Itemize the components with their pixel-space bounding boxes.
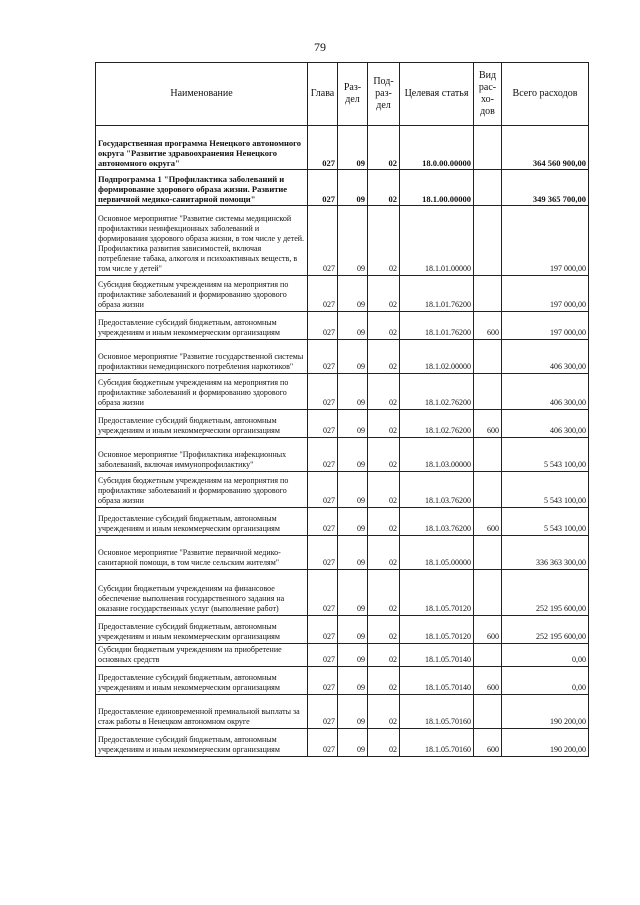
cell-vid xyxy=(474,438,502,472)
cell-vsego: 364 560 900,00 xyxy=(502,126,589,170)
cell-celevaya: 18.1.02.76200 xyxy=(400,410,474,438)
cell-glava: 027 xyxy=(308,438,338,472)
cell-podrazdel: 02 xyxy=(368,438,400,472)
cell-podrazdel: 02 xyxy=(368,206,400,276)
cell-glava: 027 xyxy=(308,472,338,508)
cell-podrazdel: 02 xyxy=(368,170,400,206)
cell-razdel: 09 xyxy=(338,438,368,472)
cell-name: Предоставление субсидий бюджетным, автономным учреждениям и иным некоммерческим организациям xyxy=(96,616,308,644)
header-celevaya: Целевая статья xyxy=(400,63,474,126)
cell-vsego: 190 200,00 xyxy=(502,729,589,757)
cell-vid: 600 xyxy=(474,508,502,536)
cell-celevaya: 18.1.03.00000 xyxy=(400,438,474,472)
table-row xyxy=(96,729,589,757)
cell-razdel: 09 xyxy=(338,729,368,757)
cell-podrazdel: 02 xyxy=(368,374,400,410)
cell-glava: 027 xyxy=(308,340,338,374)
cell-podrazdel: 02 xyxy=(368,126,400,170)
cell-vsego: 252 195 600,00 xyxy=(502,616,589,644)
cell-name: Основное мероприятие "Развитие первичной медико-санитарной помощи, в том числе сельским жителям" xyxy=(96,536,308,570)
cell-vid: 600 xyxy=(474,410,502,438)
cell-glava: 027 xyxy=(308,312,338,340)
cell-name: Основное мероприятие "Развитие системы медицинской профилактики неинфекционных заболеваний и формирования здорового образа жизни, в том числе у детей. Профилактика развития зависимостей, включая потребление табака, алкоголя и психоактивных веществ, в том числе у детей" xyxy=(96,206,308,276)
cell-celevaya: 18.1.05.70140 xyxy=(400,667,474,695)
cell-glava: 027 xyxy=(308,695,338,729)
cell-celevaya: 18.1.05.00000 xyxy=(400,536,474,570)
cell-razdel: 09 xyxy=(338,695,368,729)
cell-vid xyxy=(474,472,502,508)
cell-glava: 027 xyxy=(308,667,338,695)
cell-vid xyxy=(474,126,502,170)
cell-podrazdel: 02 xyxy=(368,472,400,508)
cell-glava: 027 xyxy=(308,206,338,276)
cell-name: Предоставление единовременной премиальной выплаты за стаж работы в Ненецком автономном округе xyxy=(96,695,308,729)
cell-celevaya: 18.0.00.00000 xyxy=(400,126,474,170)
cell-vid xyxy=(474,340,502,374)
table-row xyxy=(96,206,589,276)
cell-razdel: 09 xyxy=(338,472,368,508)
cell-celevaya: 18.1.02.76200 xyxy=(400,374,474,410)
cell-name: Предоставление субсидий бюджетным, автономным учреждениям и иным некоммерческим организациям xyxy=(96,410,308,438)
cell-podrazdel: 02 xyxy=(368,695,400,729)
cell-name: Предоставление субсидий бюджетным, автономным учреждениям и иным некоммерческим организациям xyxy=(96,312,308,340)
cell-vsego: 349 365 700,00 xyxy=(502,170,589,206)
cell-razdel: 09 xyxy=(338,374,368,410)
cell-podrazdel: 02 xyxy=(368,340,400,374)
cell-vid xyxy=(474,536,502,570)
cell-celevaya: 18.1.03.76200 xyxy=(400,508,474,536)
cell-razdel: 09 xyxy=(338,340,368,374)
cell-name: Подпрограмма 1 "Профилактика заболеваний и формирование здорового образа жизни. Развитие первичной медико-санитарной помощи" xyxy=(96,170,308,206)
page-number: 79 xyxy=(314,40,326,54)
table-row xyxy=(96,616,589,644)
cell-celevaya: 18.1.05.70120 xyxy=(400,616,474,644)
cell-podrazdel: 02 xyxy=(368,644,400,667)
table-row xyxy=(96,126,589,170)
cell-razdel: 09 xyxy=(338,170,368,206)
cell-vsego: 197 000,00 xyxy=(502,206,589,276)
header-razdel: Раз- дел xyxy=(338,63,368,126)
cell-podrazdel: 02 xyxy=(368,410,400,438)
header-podrazdel: Под- раз- дел xyxy=(368,63,400,126)
cell-razdel: 09 xyxy=(338,616,368,644)
cell-razdel: 09 xyxy=(338,570,368,616)
cell-vid: 600 xyxy=(474,729,502,757)
cell-glava: 027 xyxy=(308,536,338,570)
cell-celevaya: 18.1.03.76200 xyxy=(400,472,474,508)
cell-podrazdel: 02 xyxy=(368,570,400,616)
cell-glava: 027 xyxy=(308,410,338,438)
table-row xyxy=(96,170,589,206)
table-row xyxy=(96,472,589,508)
cell-vsego: 406 300,00 xyxy=(502,340,589,374)
cell-podrazdel: 02 xyxy=(368,508,400,536)
cell-name: Предоставление субсидий бюджетным, автономным учреждениям и иным некоммерческим организациям xyxy=(96,667,308,695)
cell-vid: 600 xyxy=(474,667,502,695)
cell-celevaya: 18.1.01.76200 xyxy=(400,276,474,312)
cell-vid xyxy=(474,276,502,312)
cell-vsego: 0,00 xyxy=(502,667,589,695)
cell-vsego: 5 543 100,00 xyxy=(502,508,589,536)
table-row xyxy=(96,644,589,667)
cell-celevaya: 18.1.02.00000 xyxy=(400,340,474,374)
table-row xyxy=(96,374,589,410)
cell-razdel: 09 xyxy=(338,644,368,667)
cell-glava: 027 xyxy=(308,374,338,410)
cell-podrazdel: 02 xyxy=(368,312,400,340)
cell-podrazdel: 02 xyxy=(368,536,400,570)
cell-podrazdel: 02 xyxy=(368,616,400,644)
cell-name: Субсидия бюджетным учреждениям на мероприятия по профилактике заболеваний и формированию здорового образа жизни xyxy=(96,276,308,312)
table-row xyxy=(96,340,589,374)
table-row xyxy=(96,276,589,312)
cell-name: Субсидия бюджетным учреждениям на мероприятия по профилактике заболеваний и формированию здорового образа жизни xyxy=(96,472,308,508)
cell-vid: 600 xyxy=(474,616,502,644)
header-vid: Вид рас- хо- дов xyxy=(474,63,502,126)
budget-table xyxy=(95,62,589,757)
cell-podrazdel: 02 xyxy=(368,729,400,757)
cell-glava: 027 xyxy=(308,170,338,206)
cell-vid xyxy=(474,570,502,616)
cell-vsego: 0,00 xyxy=(502,644,589,667)
cell-vid xyxy=(474,644,502,667)
cell-name: Субсидии бюджетным учреждениям на финансовое обеспечение выполнения государственного задания на оказание государственных услуг (выполнение работ) xyxy=(96,570,308,616)
cell-vsego: 5 543 100,00 xyxy=(502,472,589,508)
cell-name: Субсидия бюджетным учреждениям на мероприятия по профилактике заболеваний и формированию здорового образа жизни xyxy=(96,374,308,410)
cell-vsego: 197 000,00 xyxy=(502,312,589,340)
cell-razdel: 09 xyxy=(338,206,368,276)
cell-vsego: 406 300,00 xyxy=(502,410,589,438)
cell-glava: 027 xyxy=(308,729,338,757)
table-row xyxy=(96,695,589,729)
header-name: Наименование xyxy=(96,63,308,126)
cell-razdel: 09 xyxy=(338,410,368,438)
cell-podrazdel: 02 xyxy=(368,276,400,312)
cell-glava: 027 xyxy=(308,276,338,312)
cell-vsego: 336 363 300,00 xyxy=(502,536,589,570)
cell-glava: 027 xyxy=(308,644,338,667)
table-row xyxy=(96,312,589,340)
table-body xyxy=(96,126,589,757)
cell-celevaya: 18.1.01.00000 xyxy=(400,206,474,276)
cell-razdel: 09 xyxy=(338,312,368,340)
cell-vid xyxy=(474,170,502,206)
cell-razdel: 09 xyxy=(338,276,368,312)
header-glava: Глава xyxy=(308,63,338,126)
table-row xyxy=(96,667,589,695)
cell-name: Предоставление субсидий бюджетным, автономным учреждениям и иным некоммерческим организациям xyxy=(96,729,308,757)
cell-name: Предоставление субсидий бюджетным, автономным учреждениям и иным некоммерческим организациям xyxy=(96,508,308,536)
cell-celevaya: 18.1.00.00000 xyxy=(400,170,474,206)
cell-vid: 600 xyxy=(474,312,502,340)
table-row xyxy=(96,570,589,616)
cell-celevaya: 18.1.05.70120 xyxy=(400,570,474,616)
cell-vid xyxy=(474,206,502,276)
cell-vid xyxy=(474,374,502,410)
table-header-row xyxy=(96,63,589,126)
cell-vsego: 197 000,00 xyxy=(502,276,589,312)
cell-glava: 027 xyxy=(308,616,338,644)
cell-celevaya: 18.1.05.70140 xyxy=(400,644,474,667)
cell-razdel: 09 xyxy=(338,536,368,570)
cell-podrazdel: 02 xyxy=(368,667,400,695)
cell-name: Основное мероприятие "Развитие государственной системы профилактики немедицинского потребления наркотиков" xyxy=(96,340,308,374)
cell-vsego: 406 300,00 xyxy=(502,374,589,410)
table-row xyxy=(96,508,589,536)
table-row xyxy=(96,536,589,570)
cell-razdel: 09 xyxy=(338,126,368,170)
cell-razdel: 09 xyxy=(338,667,368,695)
cell-celevaya: 18.1.01.76200 xyxy=(400,312,474,340)
cell-vsego: 252 195 600,00 xyxy=(502,570,589,616)
cell-celevaya: 18.1.05.70160 xyxy=(400,695,474,729)
header-vsego: Всего расходов xyxy=(502,63,589,126)
table-row xyxy=(96,410,589,438)
cell-celevaya: 18.1.05.70160 xyxy=(400,729,474,757)
cell-glava: 027 xyxy=(308,126,338,170)
cell-vid xyxy=(474,695,502,729)
cell-name: Основное мероприятие "Профилактика инфекционных заболеваний, включая иммунопрофилактику" xyxy=(96,438,308,472)
cell-vsego: 190 200,00 xyxy=(502,695,589,729)
table-row xyxy=(96,438,589,472)
cell-name: Государственная программа Ненецкого автономного округа "Развитие здравоохранения Ненецкого автономного округа" xyxy=(96,126,308,170)
cell-vsego: 5 543 100,00 xyxy=(502,438,589,472)
cell-name: Субсидии бюджетным учреждениям на приобретение основных средств xyxy=(96,644,308,667)
cell-glava: 027 xyxy=(308,508,338,536)
cell-razdel: 09 xyxy=(338,508,368,536)
cell-glava: 027 xyxy=(308,570,338,616)
